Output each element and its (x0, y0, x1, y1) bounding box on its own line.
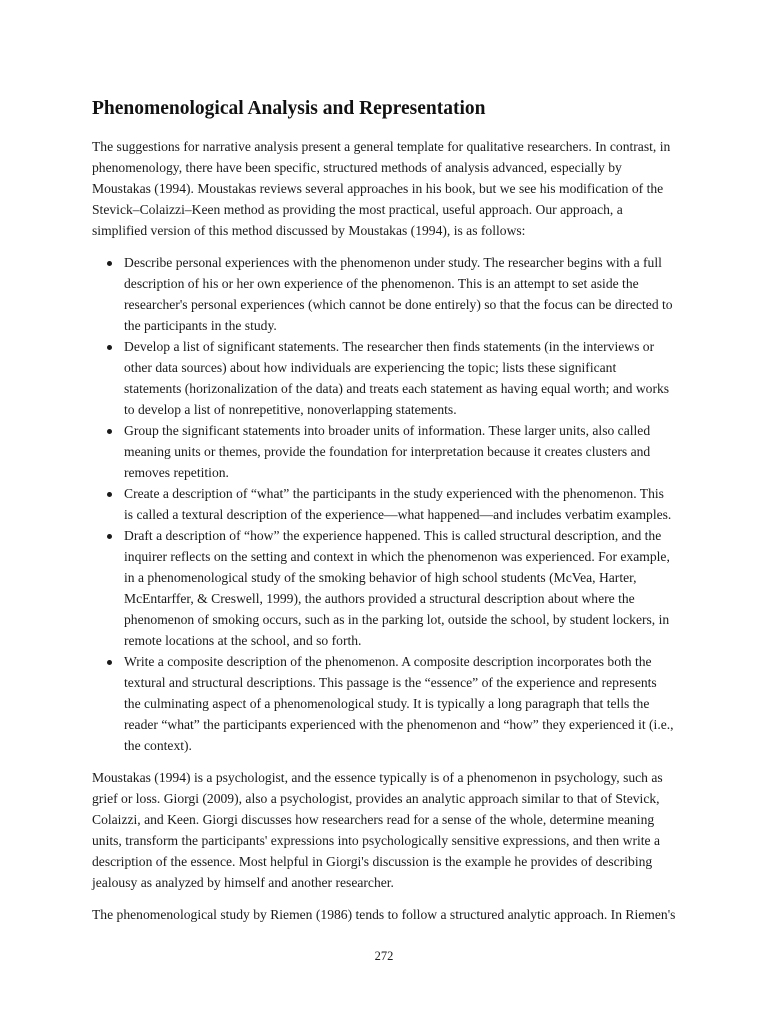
list-item: Create a description of “what” the participants in the study experienced with the phenomenon. This is called a textural description of the experience—what happened—and includes verbatim examples. (92, 483, 676, 525)
page-number: 272 (374, 949, 394, 963)
list-item: Draft a description of “how” the experience happened. This is called structural description, and the inquirer reflects on the setting and context in which the phenomenon was experienced. For example, in a phenomenological study of the smoking behavior of high school students (McVea, Harter, McEntarffer, & Creswell, 1999), the authors provided a structural description about where the phenomenon of smoking occurs, such as in the parking lot, outside the school, by student lockers, in remote locations at the school, and so forth. (92, 525, 676, 651)
analysis-steps-list (92, 252, 676, 756)
page-body (92, 96, 676, 936)
list-item: Describe personal experiences with the phenomenon under study. The researcher begins with a full description of his or her own experience of the phenomenon. This is an attempt to set aside the researcher's personal experiences (which cannot be done entirely) so that the focus can be directed to the participants in the study. (92, 252, 676, 336)
section-title: Phenomenological Analysis and Representation (92, 98, 486, 119)
list-item: Group the significant statements into broader units of information. These larger units, also called meaning units or themes, provide the foundation for interpretation because it creates clusters and removes repetition. (92, 420, 676, 483)
intro-paragraph: The suggestions for narrative analysis present a general template for qualitative researchers. In contrast, in phenomenology, there have been specific, structured methods of analysis advanced, especially by Moustakas (1994). Moustakas reviews several approaches in his book, but we see his modification of the Stevick–Colaizzi–Keen method as providing the most practical, useful approach. Our approach, a simplified version of this method discussed by Moustakas (1994), is as follows: (92, 139, 671, 238)
giorgi-paragraph: Moustakas (1994) is a psychologist, and the essence typically is of a phenomenon in psychology, such as grief or loss. Giorgi (2009), also a psychologist, provides an analytic approach similar to that of Stevick, Colaizzi, and Keen. Giorgi discusses how researchers read for a sense of the whole, determine meaning units, transform the participants' expressions into psychologically sensitive expressions, and then write a description of the essence. Most helpful in Giorgi's discussion is the example he provides of describing jealousy as analyzed by himself and another researcher. (92, 770, 663, 890)
list-item: Write a composite description of the phenomenon. A composite description incorporates both the textural and structural descriptions. This passage is the “essence” of the experience and represents the culminating aspect of a phenomenological study. It is typically a long paragraph that tells the reader “what” the participants experienced with the phenomenon and “how” they experienced it (i.e., the context). (92, 651, 676, 756)
riemen-paragraph: The phenomenological study by Riemen (1986) tends to follow a structured analytic approach. In Riemen's (92, 907, 676, 922)
list-item: Develop a list of significant statements. The researcher then finds statements (in the interviews or other data sources) about how individuals are experiencing the topic; lists these significant statements (horizonalization of the data) and treats each statement as having equal worth; and works to develop a list of nonrepetitive, nonoverlapping statements. (92, 336, 676, 420)
